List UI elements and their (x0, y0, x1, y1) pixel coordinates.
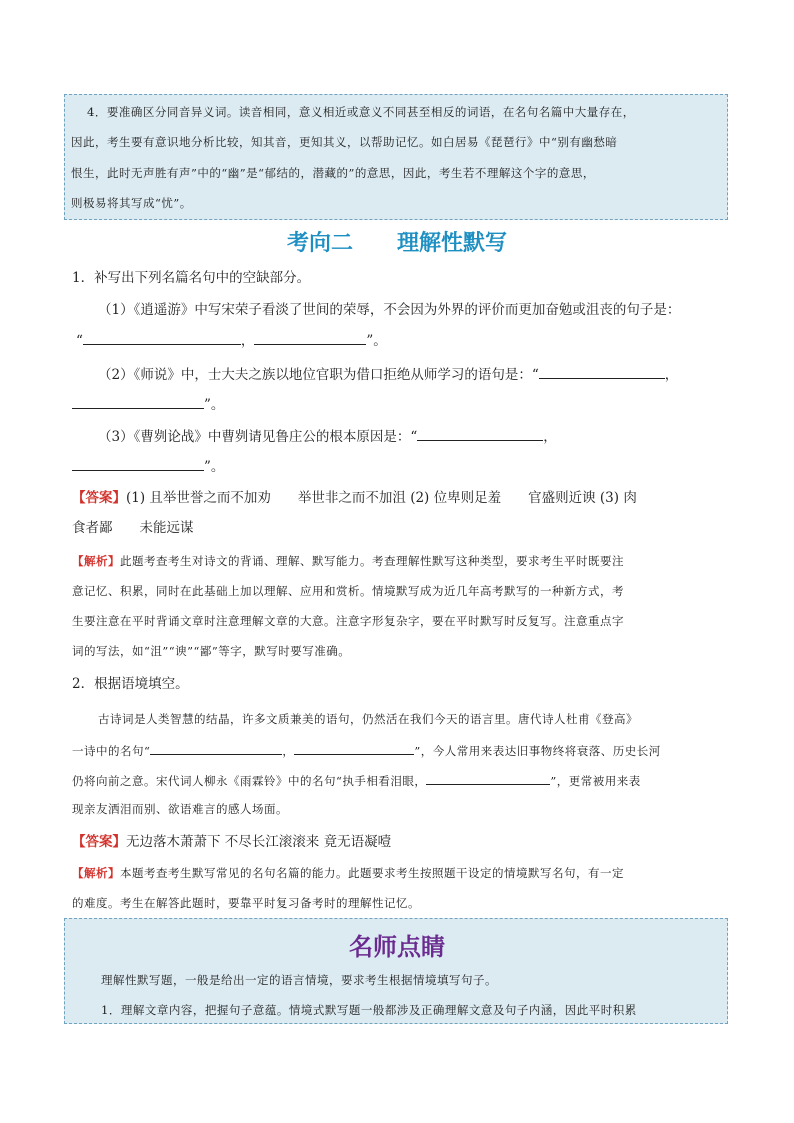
q1-answer: 【答案】(1) 且举世誉之而不加劝 举世非之而不加沮 (2) 位卑则足羞 官盛则近谀 (3) 肉 (72, 490, 637, 506)
q1-item2: （2）《师说》中，士大夫之族以地位官职为借口拒绝从师学习的语句是：“ ， (98, 367, 679, 383)
q1-answer-cont: 食者鄙 未能远谋 (72, 520, 194, 536)
analysis-tag: 【解析】 (72, 554, 120, 568)
fill-blank[interactable] (426, 772, 550, 785)
q1-stem: 1．补写出下列名篇名句中的空缺部分。 (72, 270, 311, 286)
q2-analysis: 【解析】本题考查考生默写常见的名句名篇的能力。此题要求考生按照题干设定的情境默写名句，有一定 (72, 866, 624, 880)
tip-line: 则极易将其写成“忧”。 (71, 196, 192, 210)
teacher-tips-box (64, 918, 728, 1024)
fill-blank[interactable] (417, 428, 543, 441)
q1-item2-cont: ”。 (72, 396, 224, 413)
teacher-tips-title: 名师点睛 (349, 933, 445, 961)
analysis-tag: 【解析】 (72, 866, 120, 880)
fill-blank[interactable] (294, 742, 414, 755)
q1-item1-blanks: “ ， ”。 (76, 333, 387, 349)
q2-answer: 【答案】无边落木萧萧下 不尽长江滚滚来 竟无语凝噎 (72, 834, 392, 850)
q1-item3-cont: ”。 (72, 458, 224, 475)
answer-tag: 【答案】 (72, 834, 126, 850)
tip-line: 因此，考生要有意识地分析比较，知其音，更知其义，以帮助记忆。如白居易《琵琶行》中“别有幽愁暗 (71, 135, 618, 149)
q2-stem: 2．根据语境填空。 (72, 676, 189, 692)
q1-item1: （1）《逍遥游》中写宋荣子看淡了世间的荣辱，不会因为外界的评价而更加奋勉或沮丧的句子是： (98, 302, 681, 318)
q2-analysis-line: 的难度。考生在解答此题时，要靠平时复习备考时的理解性记忆。 (72, 896, 420, 910)
q2-line: 仍将向前之意。宋代词人柳永《雨霖铃》中的名句“执手相看泪眼， ”，更常被用来表 (72, 774, 641, 788)
q1-analysis-line: 词的写法，如“沮”“谀”“鄙”等字，默写时要写准确。 (72, 644, 351, 658)
fill-blank[interactable] (72, 396, 204, 409)
tip-line: 恨生，此时无声胜有声”中的“幽”是“郁结的，潜藏的”的意思，因此，考生若不理解这个字的意思， (71, 166, 595, 180)
q1-analysis-line: 生要注意在平时背诵文章时注意理解文章的大意。注意字形复杂字，要在平时默写时反复写。注意重点字 (72, 614, 624, 628)
q1-analysis-line: 意记忆、积累，同时在此基础上加以理解、应用和赏析。情境默写成为近几年高考默写的一种新方式，考 (72, 584, 624, 598)
q2-line: 古诗词是人类智慧的结晶，许多文质兼美的语句，仍然活在我们今天的语言里。唐代诗人杜甫《登高》 (98, 712, 638, 726)
teacher-tips-line: 理解性默写题，一般是给出一定的语言情境，要求考生根据情境填写句子。 (101, 973, 497, 987)
q2-line: 现亲友洒泪而别、欲语难言的感人场面。 (72, 802, 288, 816)
fill-blank[interactable] (539, 366, 665, 379)
teacher-tips-line: 1．理解文章内容，把握句子意蕴。情境式默写题一般都涉及正确理解文意及句子内涵，因此平时积累 (101, 1003, 637, 1017)
fill-blank[interactable] (254, 332, 366, 345)
q1-item3: （3）《曹刿论战》中曹刿请见鲁庄公的根本原因是：“ ， (98, 429, 557, 445)
fill-blank[interactable] (83, 332, 241, 345)
answer-tag: 【答案】 (72, 490, 126, 506)
q1-analysis: 【解析】此题考查考生对诗文的背诵、理解、默写能力。考查理解性默写这种类型，要求考生平时既要注 (72, 554, 624, 568)
tip-box (64, 94, 728, 220)
q2-line: 一诗中的名句“ ， ”，今人常用来表达旧事物终将衰落、历史长河 (72, 744, 661, 758)
tip-line: 4．要准确区分同音异义词。读音相同，意义相近或意义不同甚至相反的词语，在名句名篇中大量存在， (87, 105, 635, 119)
section-title: 考向二 理解性默写 (286, 231, 507, 256)
fill-blank[interactable] (150, 742, 282, 755)
fill-blank[interactable] (72, 458, 204, 471)
